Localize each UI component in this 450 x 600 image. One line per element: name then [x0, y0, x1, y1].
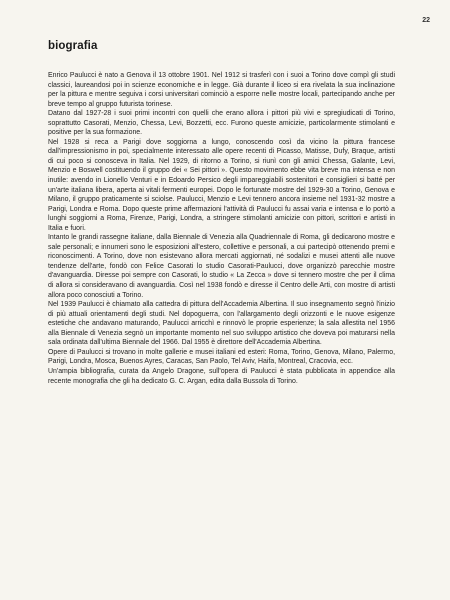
paragraph: Un'ampia bibliografia, curata da Angelo Dragone, sull'opera di Paulucci è stata pubblicata in appendice alla recente monografia che gli ha dedicato G. C. Argan, edita dalla Bussola di Torino. [48, 367, 395, 385]
paragraph: Enrico Paulucci è nato a Genova il 13 ottobre 1901. Nel 1912 si trasferì con i suoi a Torino dove compì gli studi classici, laureandosi poi in scienze economiche e in legge. Già durante il liceo si era rivelata la sua inclinazione per la pittura e mentre seguiva i corsi universitari cominciò a esporre nelle mostre locali, partecipando anche per breve tempo al gruppo futurista torinese. [48, 72, 395, 108]
paragraph: Opere di Paulucci si trovano in molte gallerie e musei italiani ed esteri: Roma, Torino, Genova, Milano, Palermo, Parigi, Londra, Mosca, Buenos Ayres, Caracas, San Paolo, Tel Aviv, Haifa, Montreal, Cracovia, ecc. [48, 348, 395, 366]
biography-body [48, 71, 395, 386]
paragraph: Nel 1928 si reca a Parigi dove soggiorna a lungo, conoscendo così da vicino la pittura francese dall'impressionismo in poi, specialmente interessato alle opere recenti di Picasso, Matisse, Dufy, Braque, artisti di cui poco si conosceva in Italia. Nel 1929, di ritorno a Torino, si riunì con gli amici Chessa, Galante, Levi, Menzio e Boswell costituendo il gruppo dei « Sei pittori ». Questo movimento ebbe vita breve ma intensa e non inutile: avendo in Lionello Venturi e in Edoardo Persico degli impareggiabili sostenitori e consiglieri si batté per un'arte italiana libera, aperta ai vitali fermenti europei. Dopo le fortunate mostre del 1929-30 a Torino, Genova e Milano, il gruppo praticamente si sciolse. Paulucci, Menzio e Levi tennero ancora insieme nel 1931-32 mostre a Parigi, Londra e Roma. Dopo queste prime affermazioni l'attività di Paulucci fu assai varia e intensa e lo portò a lunghi soggiorni a Roma, Firenze, Parigi, Londra, a stringere stimolanti amicizie con pittori, scrittori e artisti in Italia e fuori. [48, 138, 395, 232]
paragraph: Intanto le grandi rassegne italiane, dalla Biennale di Venezia alla Quadriennale di Roma, gli dedicarono mostre e sale personali; e innumeri sono le esposizioni all'estero, collettive e personali, a cui partecipò ottenendo premi e riconoscimenti. A Torino, dove non esistevano allora mercati aggiornati, né sodalizi e musei attenti alle nuove tendenze dell'arte, fondò con Felice Casorati lo studio Casorati-Paulucci, dove organizzò parecchie mostre d'avanguardia. Diresse poi sempre con Casorati, lo studio « La Zecca » dove si tennero mostre che per il clima di allora si consideravano di avanguardia. Così nel 1938 fondò e diresse il Centro delle Arti, con mostre di artisti allora poco conosciuti a Torino. [48, 234, 395, 299]
paragraph: Nel 1939 Paulucci è chiamato alla cattedra di pittura dell'Accademia Albertina. Il suo insegnamento segnò l'inizio di più attuali orientamenti degli studi. Nel dopoguerra, con l'allargamento degli orizzonti e le nuove esigenze estetiche che andavano maturando, Paulucci arricchì e rinnovò le proprie esperienze; la sala allestita nel 1956 alla Biennale di Venezia segnò un importante momento nel suo sviluppo artistico che doveva poi maturarsi nella sala ordinata dall'ultima Biennale del 1966. Dal 1955 è direttore dell'Accademia Albertina. [48, 301, 395, 347]
section-heading: biografia [48, 40, 98, 52]
page-number: 22 [422, 17, 430, 24]
paragraph: Datano dal 1927-28 i suoi primi incontri con quelli che erano allora i pittori più vivi e spregiudicati di Torino, soprattutto Casorati, Menzio, Chessa, Levi, Bozzetti, ecc. Furono queste amicizie, particolarmente stimolanti e positive per la sua formazione. [48, 110, 395, 137]
